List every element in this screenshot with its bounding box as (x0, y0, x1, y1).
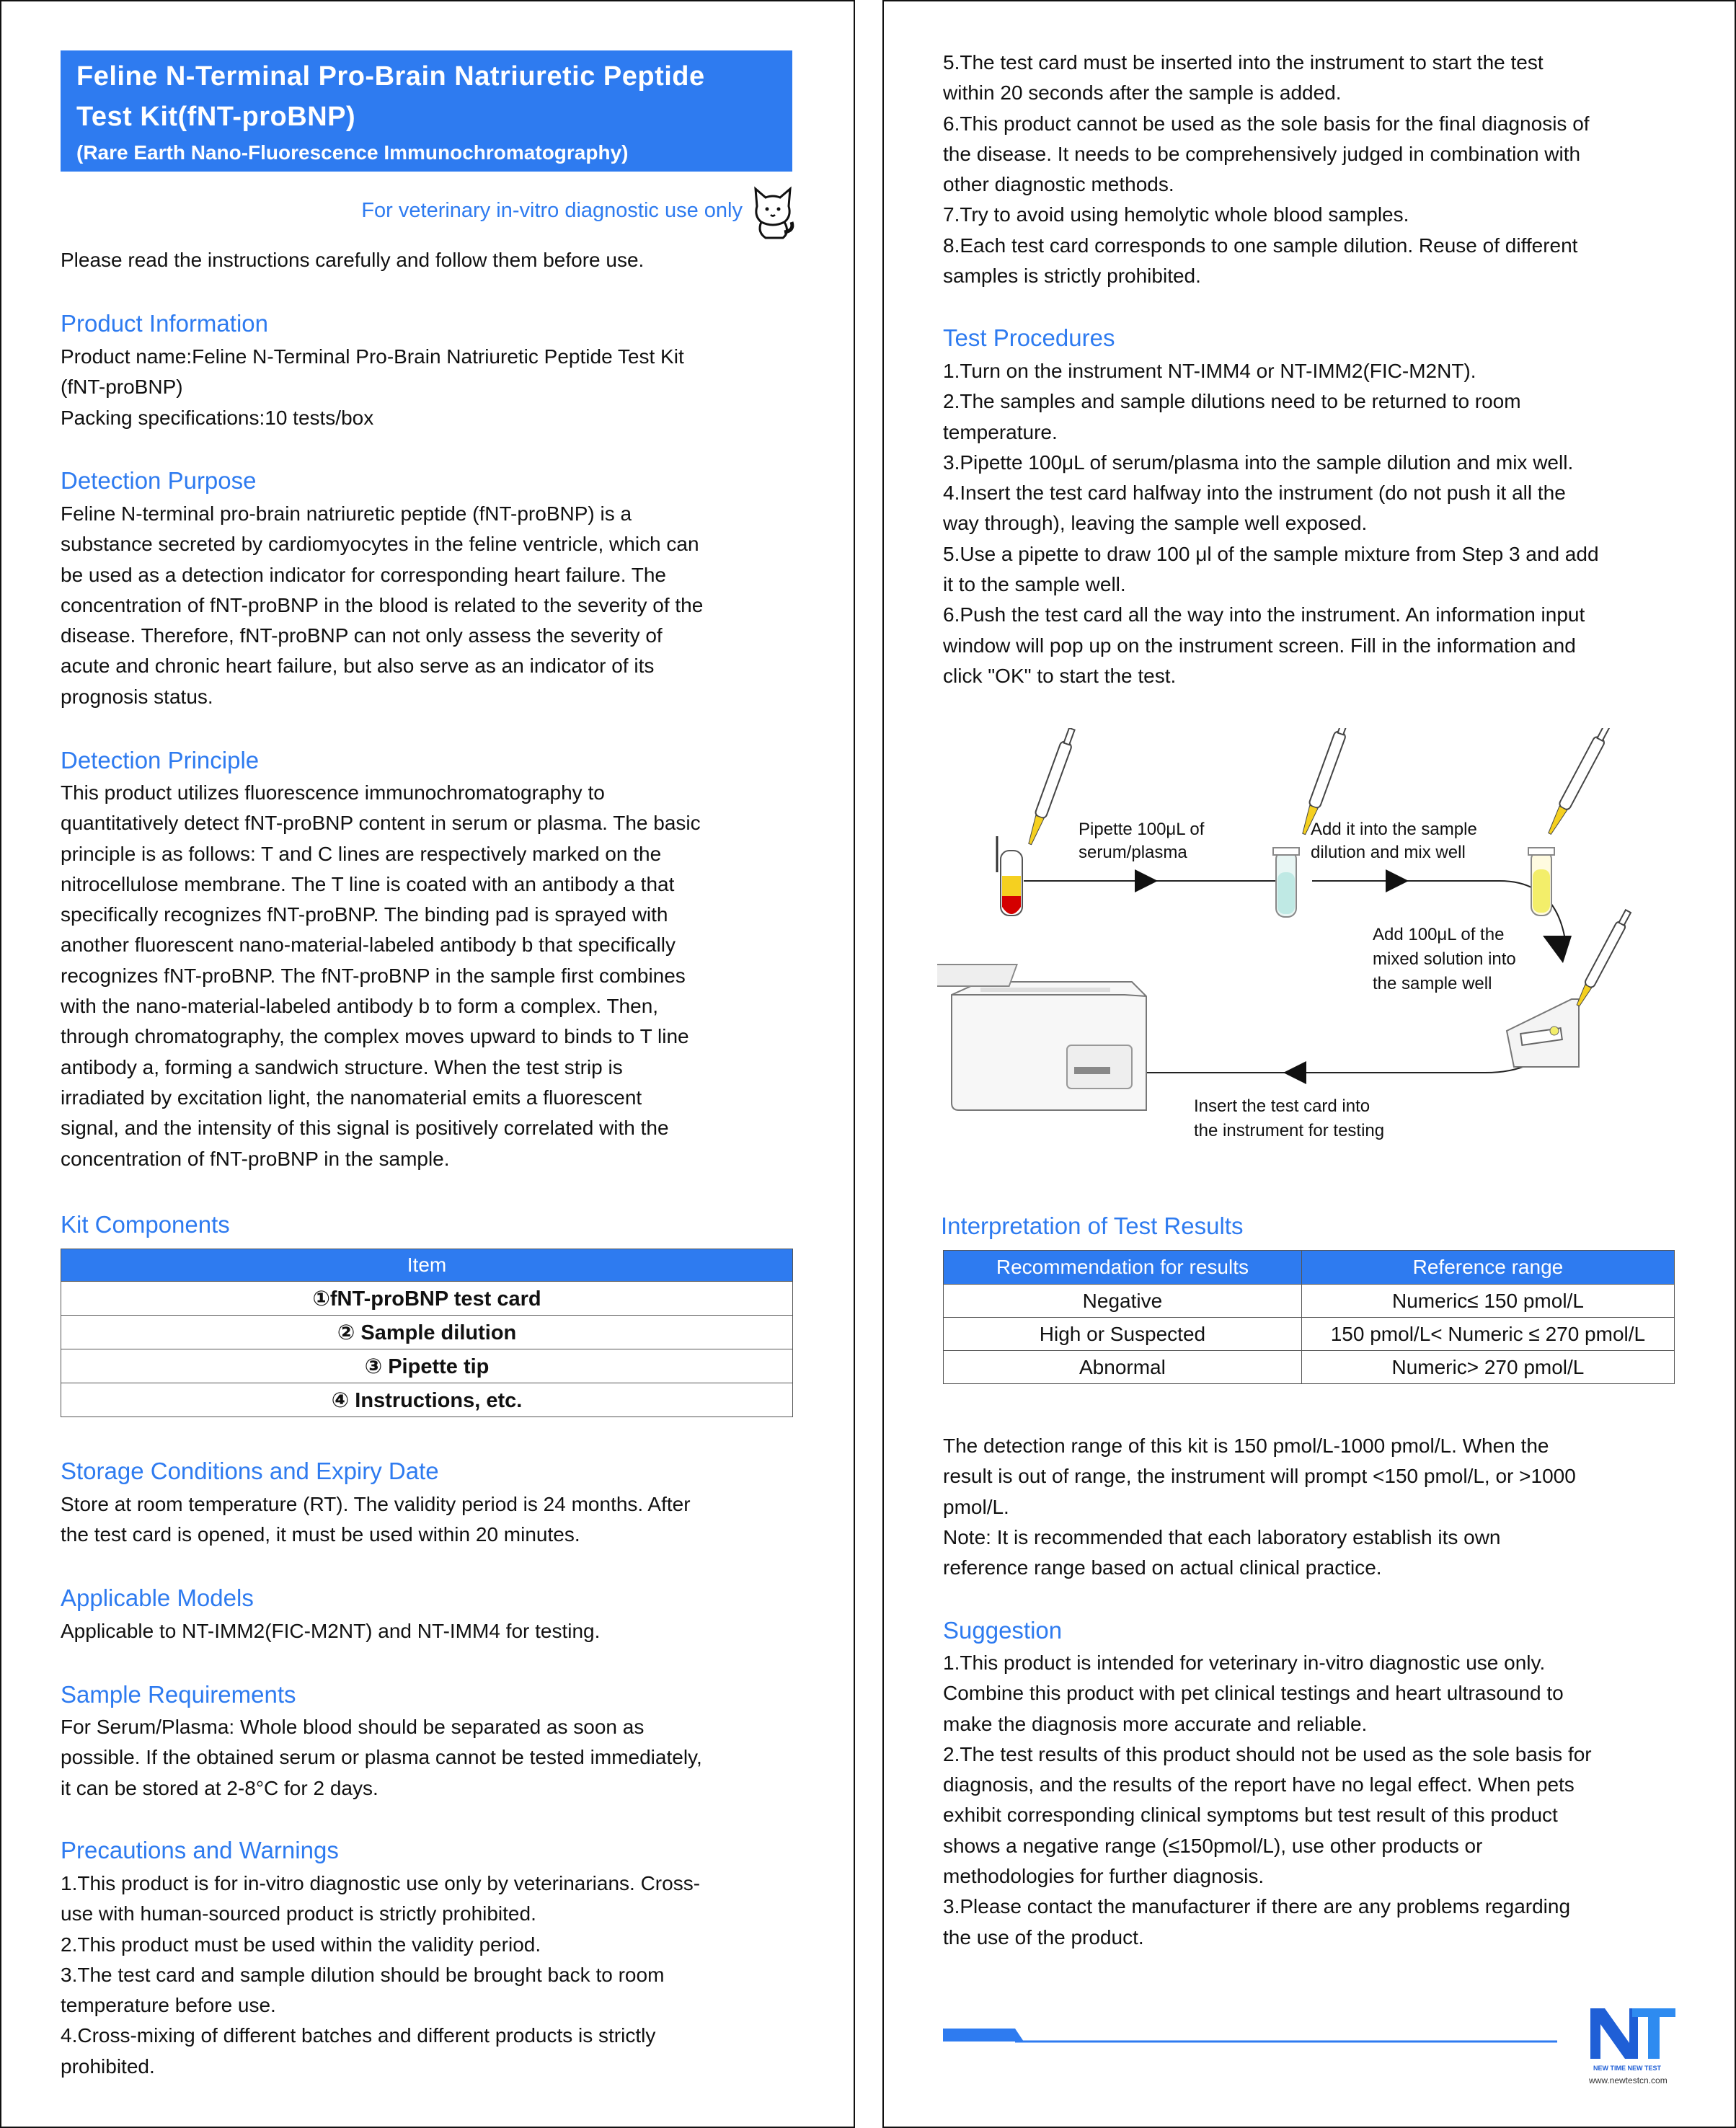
text-line: concentration of fNT-proBNP in the sample. (61, 1147, 450, 1170)
text-line: Applicable to NT-IMM2(FIC-M2NT) and NT-IMM4 for testing. (61, 1620, 601, 1642)
heading-test-procedures: Test Procedures (943, 324, 1115, 351)
title-subtitle: (Rare Earth Nano-Fluorescence Immunochromatography) (76, 141, 629, 164)
precautions-body (61, 1868, 700, 2082)
kit-item-cell: ①fNT-proBNP test card (61, 1282, 793, 1316)
result-recommendation-cell: Negative (944, 1285, 1302, 1318)
pipette-icon (1574, 909, 1633, 1008)
title-line-2: Test Kit(fNT-proBNP) (76, 102, 356, 132)
table-row (944, 1285, 1675, 1318)
results-table (943, 1250, 1675, 1384)
kit-table-header: Item (61, 1249, 793, 1282)
mixed-tube-icon (1528, 848, 1554, 916)
title-line-1: Feline N-Terminal Pro-Brain Natriuretic Peptide (76, 61, 705, 92)
table-row (944, 1351, 1675, 1384)
title-banner (61, 50, 792, 172)
text-line: 3.The test card and sample dilution should be brought back to room (61, 1963, 665, 1986)
result-recommendation-cell: High or Suspected (944, 1318, 1302, 1351)
text-line: 2.This product must be used within the validity period. (61, 1933, 541, 1956)
text-line: use with human-sourced product is strictly prohibited. (61, 1902, 536, 1925)
text-line: principle is as follows: T and C lines are respectively marked on the (61, 842, 662, 865)
kit-item-cell: ③ Pipette tip (61, 1349, 793, 1383)
text-line: 2.The samples and sample dilutions need to be returned to room (943, 390, 1521, 413)
detection-principle-body (61, 778, 701, 1174)
text-line: Combine this product with pet clinical testings and heart ultrasound to (943, 1682, 1564, 1705)
logo-tagline: NEW TIME NEW TEST (1593, 2065, 1661, 2072)
heading-interpretation: Interpretation of Test Results (941, 1212, 1244, 1239)
product-information-body (61, 342, 684, 433)
heading-detection-principle: Detection Principle (61, 747, 260, 773)
text-line: concentration of fNT-proBNP in the blood is related to the severity of the (61, 593, 704, 616)
text-line: way through), leaving the sample well exposed. (943, 512, 1368, 535)
precautions-continued-body (943, 48, 1590, 291)
kit-components-table (61, 1249, 793, 1417)
blood-tube-icon (997, 836, 1022, 916)
text-line: For Serum/Plasma: Whole blood should be separated as soon as (61, 1716, 645, 1738)
diagram-step2-line2: dilution and mix well (1311, 843, 1466, 862)
heading-applicable-models: Applicable Models (61, 1584, 254, 1611)
text-line: 5.Use a pipette to draw 100 μl of the sample mixture from Step 3 and add (943, 542, 1599, 565)
text-line: Store at room temperature (RT). The validity period is 24 months. After (61, 1493, 691, 1515)
text-line: samples is strictly prohibited. (943, 265, 1201, 288)
text-line: prognosis status. (61, 685, 213, 708)
footer-bar (943, 2024, 1557, 2046)
text-line: recognizes fNT-proBNP. The fNT-proBNP in the sample first combines (61, 964, 686, 987)
text-line: shows a negative range (≤150pmol/L), use other products or (943, 1834, 1483, 1857)
text-line: another fluorescent nano-material-labeled antibody b that specifically (61, 934, 676, 957)
text-line: temperature. (943, 420, 1058, 443)
heading-kit-components: Kit Components (61, 1211, 230, 1238)
diagram-step3-line3: the sample well (1373, 974, 1492, 993)
heading-suggestion: Suggestion (943, 1617, 1063, 1644)
storage-body (61, 1489, 691, 1551)
text-line: This product utilizes fluorescence immunochromatography to (61, 781, 605, 804)
diagram-step4-line2: the instrument for testing (1194, 1121, 1385, 1140)
heading-storage-conditions: Storage Conditions and Expiry Date (61, 1458, 439, 1484)
table-row (944, 1318, 1675, 1351)
pipette-icon (1024, 728, 1077, 846)
text-line: it can be stored at 2-8°C for 2 days. (61, 1776, 378, 1799)
text-line: the disease. It needs to be comprehensively judged in combination with (943, 142, 1581, 165)
result-range-cell: 150 pmol/L< Numeric ≤ 270 pmol/L (1301, 1318, 1674, 1351)
results-col-recommendation: Recommendation for results (944, 1251, 1302, 1285)
text-line: it to the sample well. (943, 573, 1126, 596)
detection-purpose-body (61, 499, 703, 712)
detection-range-note (943, 1431, 1576, 1583)
sample-requirements-body (61, 1712, 702, 1804)
table-row (61, 1316, 793, 1349)
text-line: the test card is opened, it must be used within 20 minutes. (61, 1523, 580, 1546)
text-line: 8.Each test card corresponds to one sample dilution. Reuse of different (943, 234, 1578, 257)
diagram-step2-line1: Add it into the sample (1311, 820, 1477, 839)
text-line: within 20 seconds after the sample is added. (943, 81, 1342, 105)
text-line: methodologies for further diagnosis. (943, 1865, 1265, 1888)
text-line: temperature before use. (61, 1994, 276, 2017)
diagram-step4-line1: Insert the test card into (1194, 1096, 1370, 1116)
text-line: 7.Try to avoid using hemolytic whole blood samples. (943, 203, 1409, 226)
table-row (61, 1383, 793, 1417)
text-line: irradiated by excitation light, the nanomaterial emits a fluorescent (61, 1086, 642, 1109)
heading-product-information: Product Information (61, 310, 268, 337)
arrow-right-icon (1135, 869, 1158, 892)
text-line: signal, and the intensity of this signal is positively correlated with the (61, 1117, 669, 1140)
text-line: (fNT-proBNP) (61, 376, 183, 399)
result-range-cell: Numeric> 270 pmol/L (1301, 1351, 1674, 1384)
analyzer-instrument-icon (937, 965, 1146, 1110)
text-line: 1.This product is for in-vitro diagnostic use only by veterinarians. Cross- (61, 1872, 701, 1894)
text-line: specifically recognizes fNT-proBNP. The binding pad is sprayed with (61, 903, 668, 926)
arrow-down-icon (1543, 936, 1572, 963)
diagram-step3-line1: Add 100μL of the (1373, 925, 1505, 944)
text-line: result is out of range, the instrument will prompt <150 pmol/L, or >1000 (943, 1465, 1576, 1488)
applicable-models-body (61, 1616, 600, 1646)
text-line: Product name:Feline N-Terminal Pro-Brain Natriuretic Peptide Test Kit (61, 345, 684, 368)
result-recommendation-cell: Abnormal (944, 1351, 1302, 1384)
arrow-left-icon (1283, 1061, 1306, 1084)
text-line: diagnosis, and the results of the report have no legal effect. When pets (943, 1773, 1575, 1796)
text-line: 6.This product cannot be used as the sole basis for the final diagnosis of (943, 112, 1590, 135)
text-line: 5.The test card must be inserted into the instrument to start the test (943, 51, 1544, 74)
text-line: prohibited. (61, 2054, 155, 2078)
text-line: The detection range of this kit is 150 pmol/L-1000 pmol/L. When the (943, 1435, 1549, 1457)
test-procedures-body (943, 356, 1599, 691)
text-line: 4.Insert the test card halfway into the instrument (do not push it all the (943, 482, 1566, 505)
text-line: through chromatography, the complex moves upward to binds to T line (61, 1025, 689, 1048)
text-line: quantitatively detect fNT-proBNP content in serum or plasma. The basic (61, 812, 701, 835)
text-line: nitrocellulose membrane. The T line is coated with an antibody a that (61, 872, 675, 895)
text-line: 1.This product is intended for veterinary in-vitro diagnostic use only. (943, 1652, 1546, 1674)
text-line: reference range based on actual clinical practice. (943, 1556, 1382, 1579)
table-row (61, 1349, 793, 1383)
text-line: 4.Cross-mixing of different batches and different products is strictly (61, 2024, 656, 2047)
procedure-diagram (937, 728, 1680, 1146)
dilution-tube-icon (1273, 848, 1299, 917)
text-line: be used as a detection indicator for corresponding heart failure. The (61, 563, 666, 586)
test-card-slot-icon (1507, 999, 1579, 1067)
text-line: window will pop up on the instrument screen. Fill in the information and (943, 634, 1576, 657)
text-line: antibody a, forming a sandwich structure. When the test strip is (61, 1055, 623, 1078)
text-line: 2.The test results of this product should not be used as the sole basis for (943, 1742, 1592, 1765)
diagram-step1-line2: serum/plasma (1079, 843, 1187, 862)
table-row (61, 1282, 793, 1316)
text-line: 3.Pipette 100μL of serum/plasma into the sample dilution and mix well. (943, 451, 1574, 474)
text-line: acute and chronic heart failure, but also serve as an indicator of its (61, 655, 655, 678)
text-line: 1.Turn on the instrument NT-IMM4 or NT-IMM2(FIC-M2NT). (943, 360, 1476, 382)
text-line: with the nano-material-labeled antibody b to form a complex. Then, (61, 995, 659, 1018)
result-range-cell: Numeric≤ 150 pmol/L (1301, 1285, 1674, 1318)
diagram-step3-line2: mixed solution into (1373, 949, 1516, 969)
suggestion-body (943, 1648, 1592, 1953)
heading-precautions: Precautions and Warnings (61, 1837, 339, 1863)
results-col-reference-range: Reference range (1301, 1251, 1674, 1285)
text-line: 3.Please contact the manufacturer if there are any problems regarding (943, 1895, 1571, 1918)
arrow-right-icon (1386, 869, 1409, 892)
text-line: click "OK" to start the test. (943, 664, 1177, 687)
company-logo-icon (1586, 2001, 1680, 2088)
text-line: Note: It is recommended that each laboratory establish its own (943, 1525, 1501, 1548)
text-line: other diagnostic methods. (943, 173, 1174, 196)
logo-url: www.newtestcn.com (1589, 2075, 1668, 2085)
text-line: make the diagnosis more accurate and reliable. (943, 1712, 1368, 1735)
heading-detection-purpose: Detection Purpose (61, 467, 257, 494)
text-line: substance secreted by cardiomyocytes in the feline ventricle, which can (61, 533, 699, 556)
text-line: exhibit corresponding clinical symptoms but test result of this product (943, 1804, 1558, 1827)
text-line: possible. If the obtained serum or plasma cannot be tested immediately, (61, 1746, 702, 1769)
veterinary-use-note: For veterinary in-vitro diagnostic use only (361, 199, 743, 222)
kit-item-cell: ④ Instructions, etc. (61, 1383, 793, 1417)
text-line: 6.Push the test card all the way into the instrument. An information input (943, 603, 1585, 626)
kit-item-cell: ② Sample dilution (61, 1316, 793, 1349)
pipette-icon (1545, 728, 1613, 836)
intro-text: Please read the instructions carefully and follow them before use. (61, 249, 645, 271)
text-line: Feline N-terminal pro-brain natriuretic peptide (fNT-proBNP) is a (61, 502, 632, 525)
text-line: the use of the product. (943, 1925, 1144, 1949)
cat-icon (750, 185, 796, 241)
text-line: pmol/L. (943, 1495, 1009, 1518)
diagram-step1-line1: Pipette 100μL of (1079, 820, 1205, 839)
text-line: Packing specifications:10 tests/box (61, 406, 374, 429)
text-line: disease. Therefore, fNT-proBNP can not only assess the severity of (61, 624, 663, 647)
heading-sample-requirements: Sample Requirements (61, 1681, 296, 1708)
